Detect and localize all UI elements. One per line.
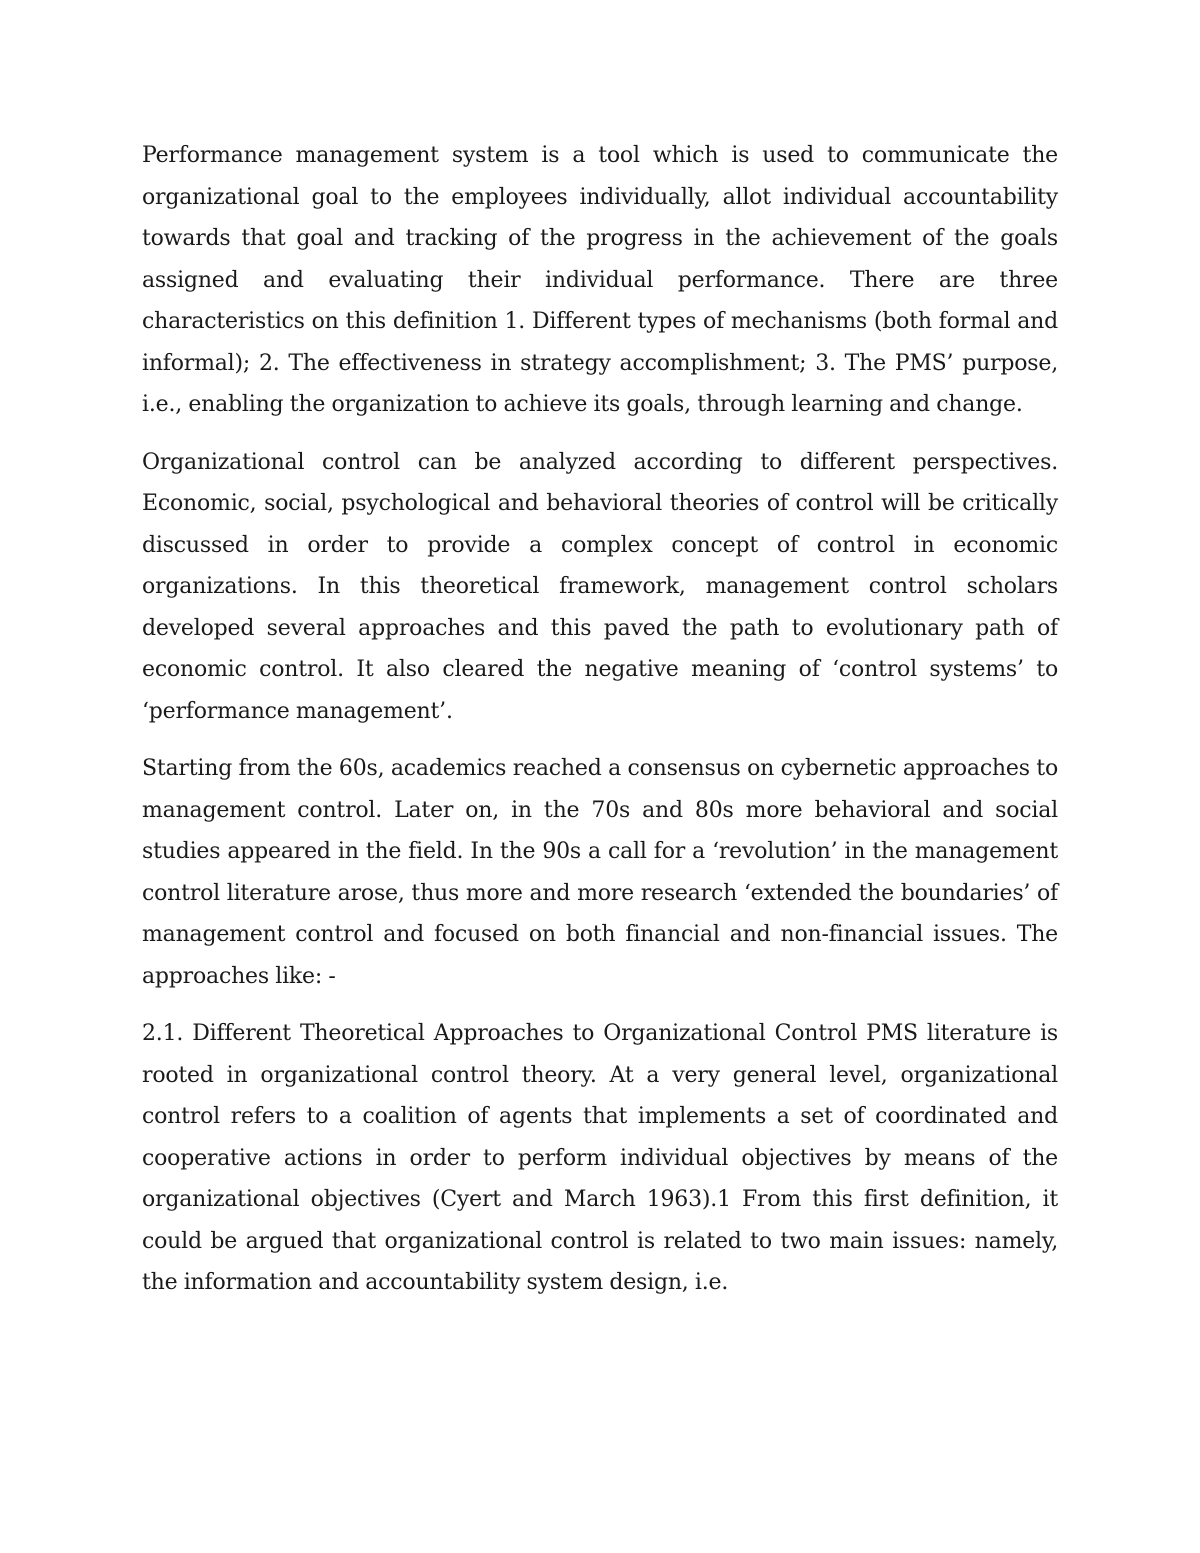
document-body xyxy=(142,135,1058,1320)
paragraph-historical-development: Starting from the 60s, academics reached a consensus on cybernetic approaches to management control. Later on, in the 70s and 80s more behavioral and social studies appeared in the field. In the 90s a call for a ‘revolution’ in the management control literature arose, thus more and more research ‘extended the boundaries’ of management control and focused on both financial and non-financial issues. The approaches like: - xyxy=(142,756,1058,989)
paragraph-theoretical-approaches: 2.1. Different Theoretical Approaches to Organizational Control PMS literature is rooted in organizational control theory. At a very general level, organizational control refers to a coalition of agents that implements a set of coordinated and cooperative actions in order to perform individual objectives by means of the organizational objectives (Cyert and March 1963).1 From this first definition, it could be argued that organizational control is related to two main issues: namely, the information and accountability system design, i.e. xyxy=(142,1021,1058,1295)
paragraph-organizational-control: Organizational control can be analyzed according to different perspectives. Economic, social, psychological and behavioral theories of control will be critically discussed in order to provide a complex concept of control in economic organizations. In this theoretical framework, management control scholars developed several approaches and this paved the path to evolutionary path of economic control. It also cleared the negative meaning of ‘control systems’ to ‘performance management’. xyxy=(142,449,1058,724)
paragraph-pms-definition: Performance management system is a tool which is used to communicate the organizational goal to the employees individually, allot individual accountability towards that goal and tracking of the progress in the achievement of the goals assigned and evaluating their individual performance. There are three characteristics on this definition 1. Different types of mechanisms (both formal and informal); 2. The effectiveness in strategy accomplishment; 3. The PMS’ purpose, i.e., enabling the organization to achieve its goals, through learning and change. xyxy=(142,143,1058,417)
